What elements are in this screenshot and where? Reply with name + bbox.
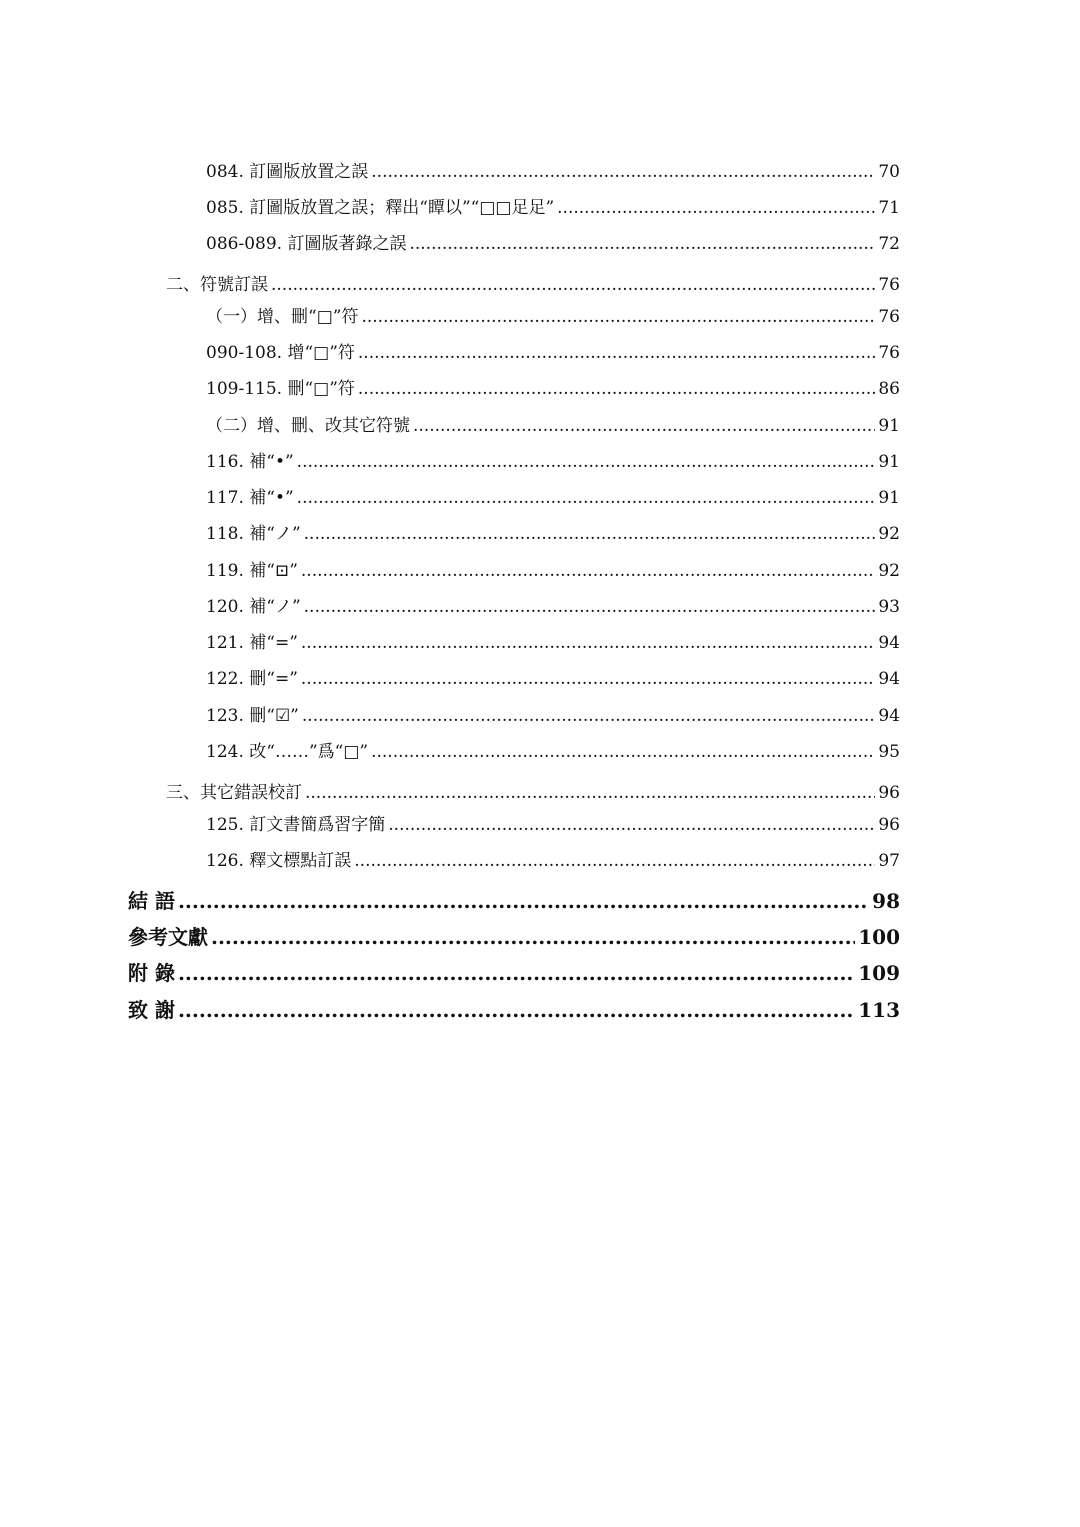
dot-leader (297, 487, 876, 509)
toc-entry[interactable] (206, 668, 900, 690)
toc-entry-label: 三、其它錯誤校訂 (166, 783, 302, 803)
toc-entry-page: 94 (878, 633, 900, 653)
toc-entry-page: 93 (878, 597, 900, 617)
toc-entry-label: 119. 補“⊡” (206, 561, 298, 581)
toc-entry-page: 72 (878, 234, 900, 254)
toc-entry-label: 參考文獻 (128, 925, 208, 949)
toc-chapter[interactable] (128, 888, 900, 914)
dot-leader (371, 741, 875, 763)
toc-chapter[interactable] (128, 997, 900, 1023)
toc-entry[interactable] (206, 560, 900, 582)
toc-entry-page: 92 (878, 561, 900, 581)
toc-entry-page: 76 (878, 307, 900, 327)
dot-leader (178, 997, 855, 1023)
dot-leader (557, 197, 875, 219)
toc-entry-label: （一）增、刪“□”符 (206, 307, 359, 327)
toc-section[interactable] (166, 274, 900, 296)
toc-entry-page: 91 (878, 416, 900, 436)
toc-entry-label: 123. 刪“☑” (206, 706, 299, 726)
dot-leader (301, 668, 875, 690)
toc-entry-page: 97 (878, 851, 900, 871)
toc-entry-page: 70 (878, 162, 900, 182)
toc-entry-label: 120. 補“ノ” (206, 597, 301, 617)
dot-leader (302, 705, 875, 727)
toc-entry-label: 118. 補“ノ” (206, 524, 301, 544)
toc-entry-label: 致 謝 (128, 998, 175, 1022)
toc-entry-label: 125. 訂文書簡爲習字簡 (206, 815, 386, 835)
toc-entry[interactable] (206, 705, 900, 727)
toc-entry[interactable] (206, 523, 900, 545)
toc-entry-page: 96 (878, 783, 900, 803)
dot-leader (361, 306, 875, 328)
toc-entry[interactable] (206, 850, 900, 872)
dot-leader (413, 415, 875, 437)
toc-entry-page: 91 (878, 452, 900, 472)
toc-chapter[interactable] (128, 960, 900, 986)
toc-entry[interactable] (206, 378, 900, 400)
toc-entry-page: 113 (858, 998, 900, 1022)
toc-chapter[interactable] (128, 924, 900, 950)
toc-entry-page: 71 (878, 198, 900, 218)
toc-entry-label: 126. 釋文標點訂誤 (206, 851, 352, 871)
toc-entry-label: 084. 訂圖版放置之誤 (206, 162, 369, 182)
toc-entry[interactable] (206, 233, 900, 255)
dot-leader (178, 888, 869, 914)
toc-entry-label: 124. 改“……”爲“□” (206, 742, 369, 762)
toc-entry-page: 95 (878, 742, 900, 762)
dot-leader (178, 960, 855, 986)
toc-entry-label: 116. 補“•” (206, 452, 294, 472)
toc-entry-page: 92 (878, 524, 900, 544)
toc-entry-page: 86 (878, 379, 900, 399)
toc-entry-page: 98 (872, 889, 900, 913)
toc-entry-page: 94 (878, 706, 900, 726)
dot-leader (388, 814, 875, 836)
toc-entry-label: 121. 補“=” (206, 633, 298, 653)
toc-entry-label: 085. 訂圖版放置之誤；釋出“瞫以”“□□足足” (206, 198, 555, 218)
toc-entry-label: 附 錄 (128, 961, 175, 985)
toc-entry[interactable] (206, 415, 900, 437)
toc-entry-page: 76 (878, 343, 900, 363)
dot-leader (271, 274, 875, 296)
toc-entry[interactable] (206, 632, 900, 654)
dot-leader (371, 161, 875, 183)
dot-leader (409, 233, 875, 255)
toc-entry-label: 109-115. 刪“□”符 (206, 379, 355, 399)
dot-leader (305, 782, 875, 804)
toc-entry-label: 結 語 (128, 889, 175, 913)
toc-entry[interactable] (206, 596, 900, 618)
toc-entry[interactable] (206, 342, 900, 364)
toc-entry-page: 100 (858, 925, 900, 949)
dot-leader (211, 924, 855, 950)
toc-entry-page: 76 (878, 275, 900, 295)
toc-entry-page: 109 (858, 961, 900, 985)
toc-entry-page: 96 (878, 815, 900, 835)
toc-entry-page: 91 (878, 488, 900, 508)
toc-entry[interactable] (206, 306, 900, 328)
toc-entry-label: 二、符號訂誤 (166, 275, 268, 295)
dot-leader (301, 560, 875, 582)
dot-leader (301, 632, 875, 654)
toc-entry[interactable] (206, 741, 900, 763)
toc-entry-label: 122. 刪“=” (206, 669, 298, 689)
toc-entry-label: 086-089. 訂圖版著錄之誤 (206, 234, 407, 254)
dot-leader (358, 342, 875, 364)
toc-entry[interactable] (206, 814, 900, 836)
toc-entry-label: （二）增、刪、改其它符號 (206, 416, 410, 436)
toc-section[interactable] (166, 782, 900, 804)
toc-entry-page: 94 (878, 669, 900, 689)
toc-entry-label: 117. 補“•” (206, 488, 294, 508)
dot-leader (354, 850, 875, 872)
dot-leader (358, 378, 875, 400)
dot-leader (304, 523, 876, 545)
toc-entry[interactable] (206, 161, 900, 183)
toc-entry-label: 090-108. 增“□”符 (206, 343, 355, 363)
toc-entry[interactable] (206, 197, 900, 219)
dot-leader (304, 596, 876, 618)
dot-leader (297, 451, 876, 473)
toc-entry[interactable] (206, 487, 900, 509)
toc-entry[interactable] (206, 451, 900, 473)
